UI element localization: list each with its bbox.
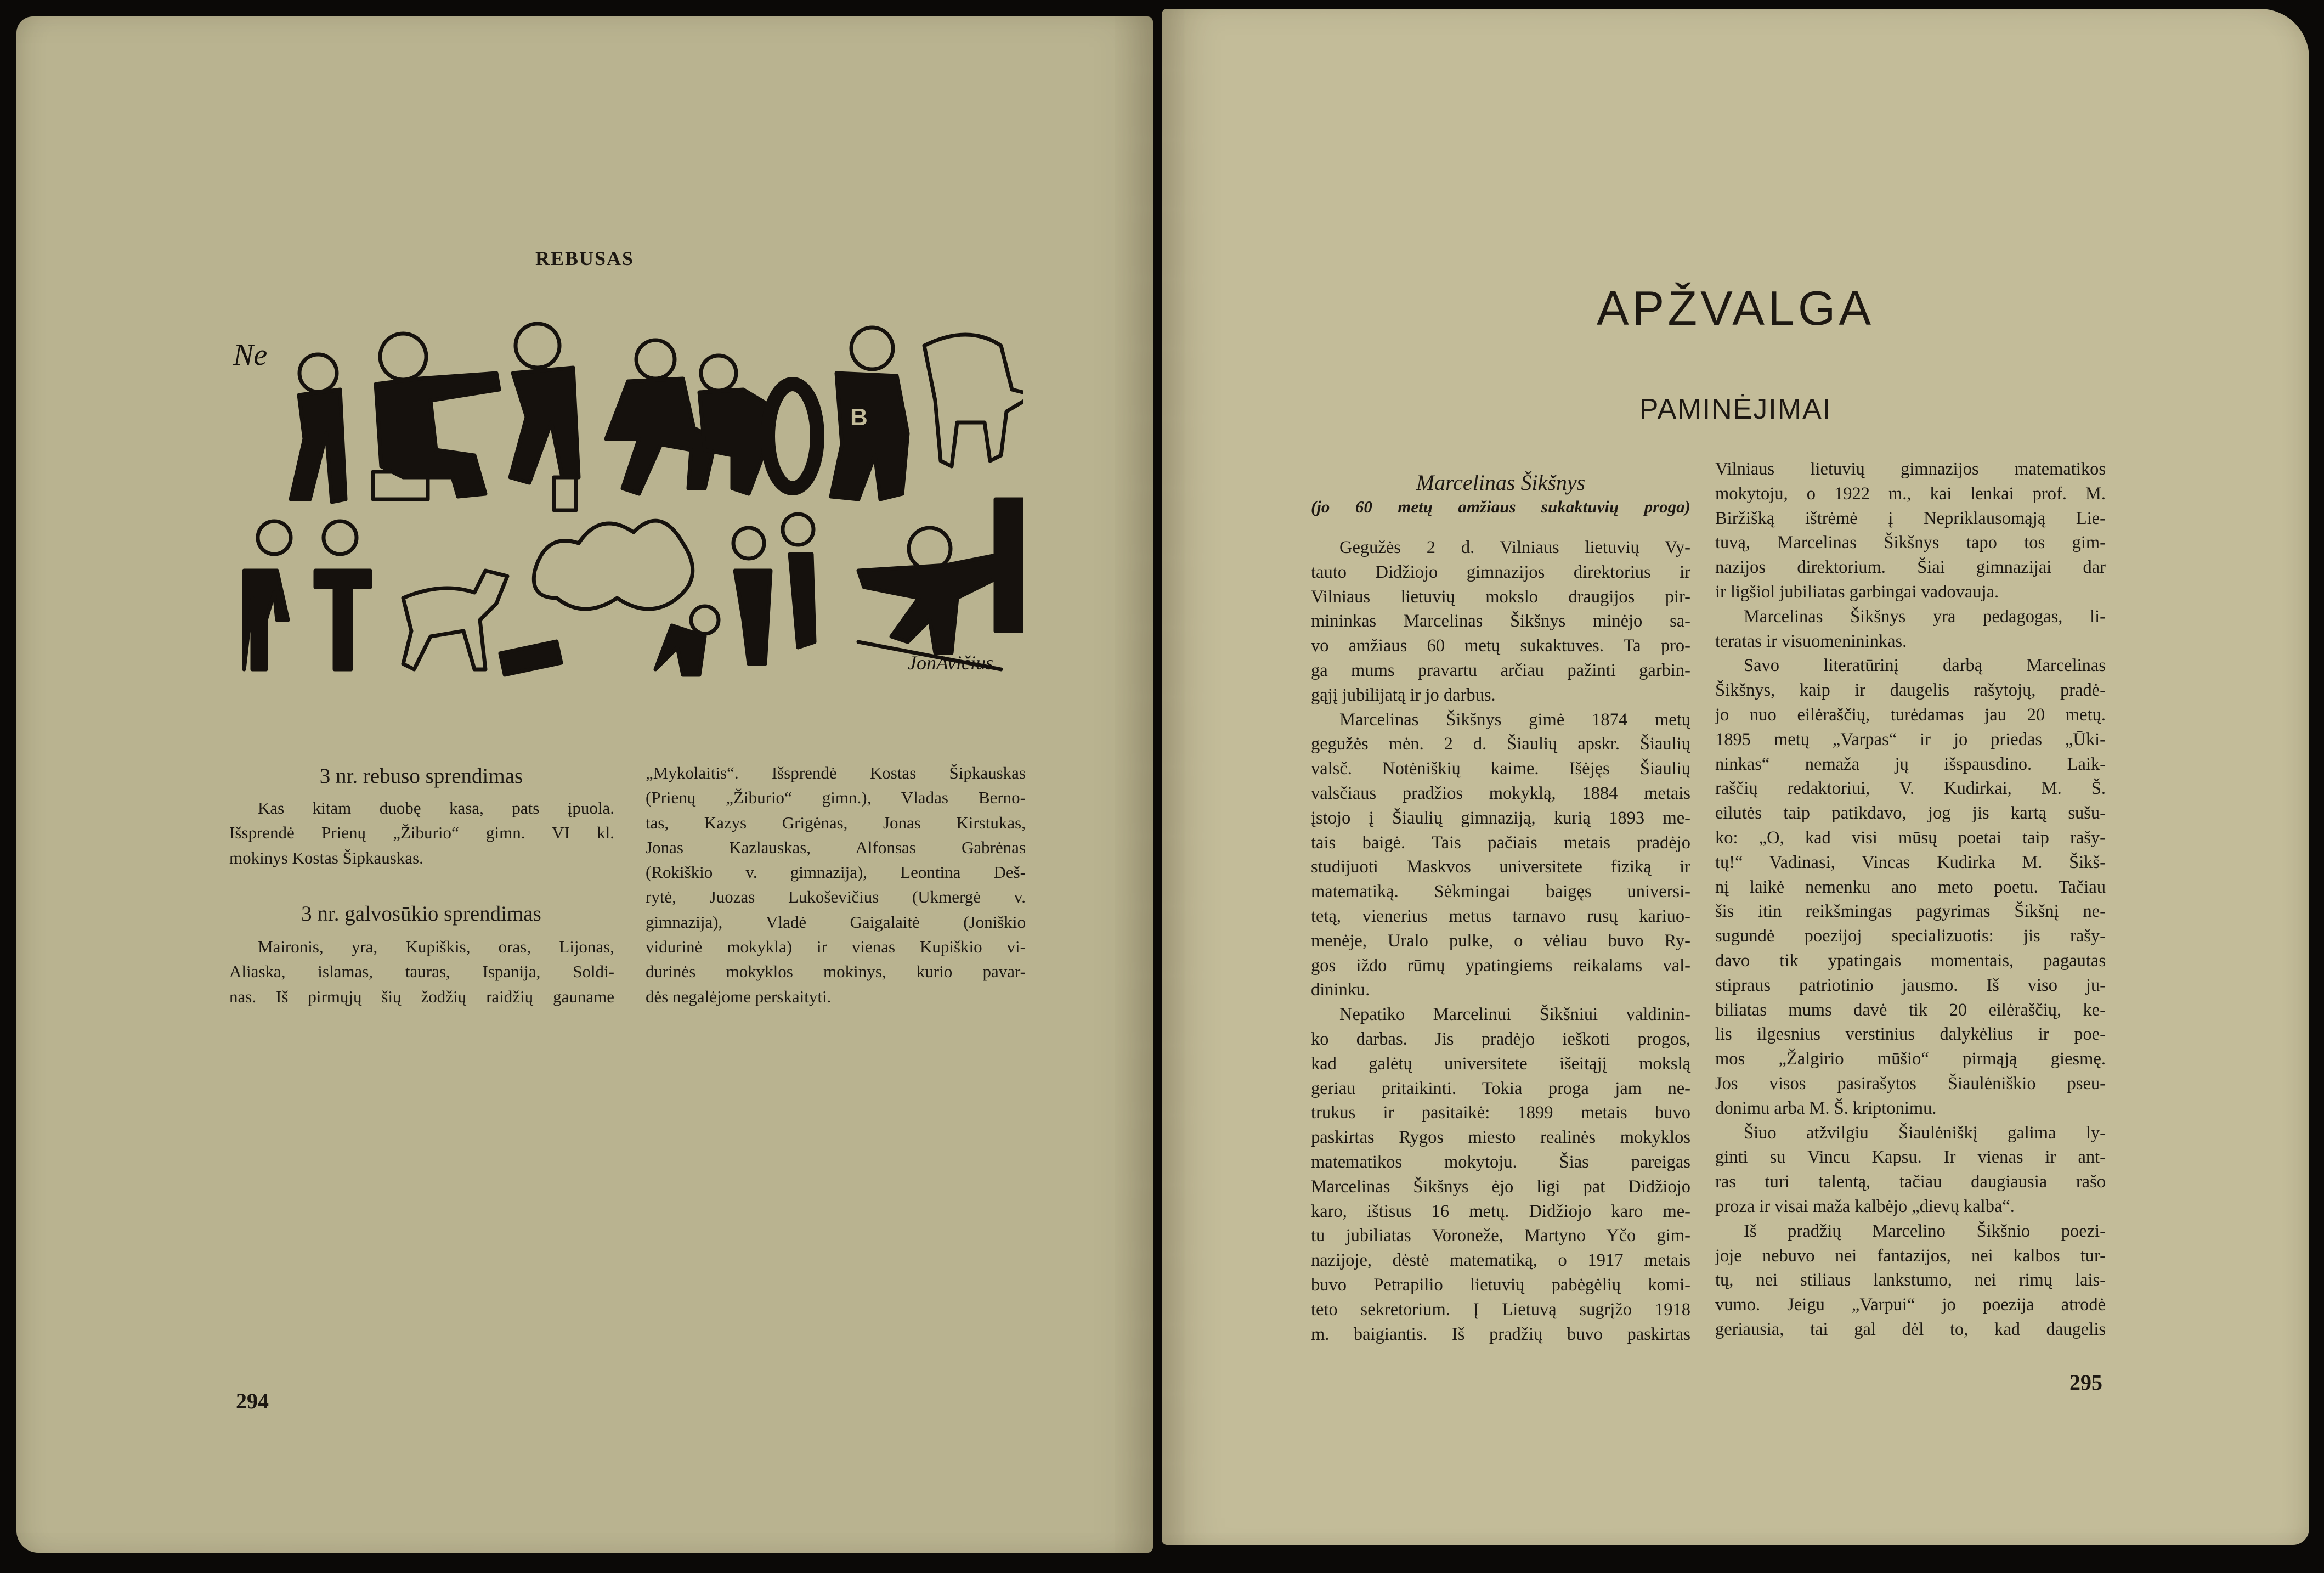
text-line: ras turi talentą, tačiau daugiausia rašo xyxy=(1715,1172,2106,1192)
text-line: valsčiaus pradžios mokyklą, 1884 metais xyxy=(1311,783,1690,803)
text-line: Šikšnys, kaip ir daugelis rašytojų, pradė- xyxy=(1715,680,2106,701)
text-line: Jos visos pasirašytos Šiaulėniškio pseu- xyxy=(1715,1073,2106,1093)
text-line: geriau pritaikinti. Tokia proga jam ne- xyxy=(1311,1078,1690,1098)
paragraph xyxy=(229,796,614,870)
text-line: Vilniaus lietuvių gimnazijos matematikos xyxy=(1715,459,2106,479)
text-line: matematikos mokytoju. Šias pareigas xyxy=(1311,1152,1690,1172)
rebus-solution-text xyxy=(229,796,614,870)
beam-letter-i xyxy=(996,499,1023,631)
text-line: paskirtas Rygos miesto realinės mokyklos xyxy=(1311,1127,1690,1148)
text-line: 1895 metų „Varpas“ ir jo priedas „Ūki- xyxy=(1715,729,2106,749)
section-title: APŽVALGA xyxy=(1596,281,1875,335)
figure-head xyxy=(299,354,337,392)
paragraph xyxy=(1715,653,2106,1120)
text-line: Aliaska, islamas, tauras, Ispanija, Soldi- xyxy=(229,962,614,982)
text-line: tauto Didžiojo gimnazijos direktorius ir xyxy=(1311,562,1690,582)
text-line: eilutės taip patikdavo, jog jis kartą sušu- xyxy=(1715,803,2106,824)
text-line: ir ligšiol jubiliatas garbingai vadovauja. xyxy=(1715,582,1999,602)
text-line: Marcelinas Šikšnys gimė 1874 metų xyxy=(1339,709,1690,730)
text-line: gąjį jubilijatą ir jo darbus. xyxy=(1311,685,1496,705)
text-line: ko darbas. Jis pradėjo ieškoti progos, xyxy=(1311,1029,1690,1049)
puzzle-solution-text-continued xyxy=(646,760,1026,1009)
text-line: mininkas Marcelinas Šikšnys minėjo sa- xyxy=(1311,611,1690,632)
text-line: teto sekretorium. Į Lietuvą sugrįžo 1918 xyxy=(1311,1299,1690,1320)
text-line: Biržišką ištrėmė į Nepriklausomąją Lie- xyxy=(1715,508,2106,528)
page-number-right: 295 xyxy=(2069,1370,2102,1395)
puzzle-solution-text xyxy=(229,934,614,1009)
text-line: lis ilgesnius verstinius dalykėlius ir poe- xyxy=(1715,1024,2106,1045)
rebus-title: REBUSAS xyxy=(535,247,635,269)
text-line: tetą, vienerius metus tarnavo rusų kariuo- xyxy=(1311,906,1690,926)
text-line: ginti su Vincu Kapsu. Ir vienas ir ant- xyxy=(1715,1147,2106,1168)
illustration-lettering-b: B xyxy=(850,404,868,431)
paragraph xyxy=(1311,708,1690,1003)
text-line: (Prienų „Žiburio“ gimn.), Vladas Berno- xyxy=(646,788,1026,808)
text-line: Maironis, yra, Kupiškis, oras, Lijonas, xyxy=(258,937,614,956)
text-line: tais baigė. Tais pačiais metais pradėjo xyxy=(1311,832,1690,853)
rebus-solution-heading: 3 nr. rebuso sprendimas xyxy=(319,764,523,788)
article-column-2 xyxy=(1715,457,2106,1342)
text-line: vidurinė mokykla) ir vienas Kupiškio vi- xyxy=(646,937,1026,957)
text-line: stipraus patriotinio jausmo. Iš viso ju- xyxy=(1715,975,2106,995)
text-line: buvo Petrapilio lietuvių pabėgėlių komi- xyxy=(1311,1275,1690,1295)
text-line: jo nuo eilėraščių, turėdamas jau 20 metų. xyxy=(1715,704,2106,725)
text-line: menėje, Uralo pulke, o vėliau buvo Ry- xyxy=(1311,931,1690,951)
text-line: Šiuo atžvilgiu Šiaulėniškį galima ly- xyxy=(1744,1123,2106,1143)
text-line: gos iždo rūmų ypatingiems reikalams val- xyxy=(1311,955,1690,976)
text-line: tų, nei stiliaus lankstumo, nei rimų lais- xyxy=(1715,1270,2106,1290)
text-line: Išsprendė Prienų „Žiburio“ gimn. VI kl. xyxy=(229,823,614,843)
text-line: nazijos direktorium. Šiai gimnazijai dar xyxy=(1715,557,2106,578)
article-subtitle: (jo 60 metų amžiaus sukaktuvių proga) xyxy=(1311,497,1690,516)
text-line: tu jubiliatas Voroneže, Martyno Yčo gim- xyxy=(1311,1226,1690,1246)
text-line: biliatas mums davė tik 20 eilėraščių, ke- xyxy=(1715,1000,2106,1020)
text-line: sugundė poezijoj specializuotis: jis rašy- xyxy=(1715,926,2106,946)
text-line: Marcelinas Šikšnys ėjo ligi pat Didžiojo xyxy=(1311,1176,1690,1197)
text-line: tuvą, Marcelinas Šikšnys tapo tos gim- xyxy=(1715,533,2106,553)
text-line: ko: „O, kad visi mūsų poetai taip rašy- xyxy=(1715,827,2106,848)
article-column-1 xyxy=(1311,535,1690,1346)
text-line: Gegužės 2 d. Vilniaus lietuvių Vy- xyxy=(1339,538,1690,557)
text-line: ninkas“ nemaža jų išspausdino. Laik- xyxy=(1715,754,2106,774)
text-line: vo amžiaus 60 metų sukaktuves. Ta pro- xyxy=(1311,636,1690,656)
text-line: mos „Žalgirio mūšio“ pirmąją giesmę. xyxy=(1715,1049,2106,1069)
ring-letter-o xyxy=(768,384,817,488)
right-page xyxy=(1162,9,2309,1545)
puzzle-solution-heading: 3 nr. galvosūkio sprendimas xyxy=(301,902,541,926)
text-line: nas. Iš pirmųjų šių žodžių raidžių gauname xyxy=(229,986,614,1006)
text-line: tas, Kazys Grigėnas, Jonas Kirstukas, xyxy=(646,813,1026,832)
text-line: m. baigiantis. Iš pradžių buvo paskirtas xyxy=(1311,1324,1690,1344)
text-line: (Rokiškio v. gimnazija), Leontina Deš- xyxy=(646,862,1026,882)
text-line: Savo literatūrinį darbą Marcelinas xyxy=(1744,656,2106,676)
text-line: Marcelinas Šikšnys yra pedagogas, li- xyxy=(1744,606,2106,627)
text-line: karo, ištisus 16 metų. Didžiojo karo me- xyxy=(1311,1201,1690,1221)
text-line: kad galėtų universitete išeitąjį mokslą xyxy=(1311,1053,1690,1074)
text-line: Kas kitam duobę kasa, pats įpuola. xyxy=(258,798,614,817)
paragraph xyxy=(1715,1121,2106,1219)
figure-body xyxy=(291,390,346,502)
rebus-illustration xyxy=(222,313,1023,686)
text-line: joje nebuvo nei fantazijos, nei kalbos tur- xyxy=(1715,1245,2106,1266)
paragraph xyxy=(1715,1219,2106,1342)
text-line: studijuoti Maskvos universitete fiziką ir xyxy=(1311,857,1690,877)
subsection-title: PAMINĖJIMAI xyxy=(1639,393,1832,425)
illustration-lettering-ne: Ne xyxy=(233,338,268,372)
paragraph xyxy=(1715,605,2106,654)
text-line: nazijoje, dėstė matematiką, o 1917 metais xyxy=(1311,1250,1690,1271)
text-line: gimnazija), Vladė Gaigalaitė (Joniškio xyxy=(646,912,1026,932)
text-line: durinės mokyklos mokinys, kurio pavar- xyxy=(646,962,1026,982)
left-page xyxy=(16,16,1153,1553)
page-number-left: 294 xyxy=(236,1389,269,1413)
text-line: Jonas Kazlauskas, Alfonsas Gabrėnas xyxy=(646,837,1026,857)
text-line: raščių redaktoriui, V. Kudirkai, M. Š. xyxy=(1715,779,2106,799)
text-line: tų!“ Vadinasi, Vincas Kudirka M. Šikš- xyxy=(1715,852,2106,872)
text-line: proza ir visai maža kalbėjo „dievų kalba“. xyxy=(1715,1196,2015,1216)
text-line: matematiką. Sėkmingai baigęs universi- xyxy=(1311,882,1690,902)
text-line: „Mykolaitis“. Išsprendė Kostas Šipkauskas xyxy=(646,763,1026,782)
paragraph xyxy=(1311,1002,1690,1346)
text-line: įstojo į Šiaulių gimnaziją, kurią 1893 me- xyxy=(1311,808,1690,828)
artist-signature: JonAvičius xyxy=(908,652,993,674)
text-line: mokytoju, o 1922 m., kai lenkai prof. M. xyxy=(1715,483,2106,504)
text-line: davo tik ypatingais momentais, pagautas xyxy=(1715,950,2106,971)
text-line: Iš pradžių Marcelino Šikšnio poezi- xyxy=(1744,1221,2106,1241)
text-line: Nepatiko Marcelinui Šikšniui valdinin- xyxy=(1339,1005,1690,1025)
paragraph xyxy=(646,760,1026,1009)
text-line: valsč. Notėniškių kaime. Išėjęs Šiaulių xyxy=(1311,759,1690,779)
text-line: šis itin reikšmingas pagyrimas Šikšnį ne- xyxy=(1715,901,2106,922)
text-line: geriausia, tai gal dėl to, kad daugelis xyxy=(1715,1319,2106,1339)
dash-bar xyxy=(500,641,561,675)
paragraph xyxy=(1311,535,1690,708)
article-title: Marcelinas Šikšnys xyxy=(1416,470,1586,495)
text-line: nį laikė nemenku ano meto poetu. Tačiau xyxy=(1715,877,2106,897)
text-line: Vilniaus lietuvių mokslo draugijos pir- xyxy=(1311,587,1690,607)
text-line: dininku. xyxy=(1311,980,1370,1000)
text-line: trukus ir pasitaikė: 1899 metais buvo xyxy=(1311,1103,1690,1123)
text-line: gegužės mėn. 2 d. Šiaulių apskr. Šiaulių xyxy=(1311,734,1690,754)
text-line: rytė, Juozas Lukoševičius (Ukmergė v. xyxy=(646,887,1026,907)
paragraph xyxy=(229,934,614,1009)
text-line: vumo. Jeigu „Varpui“ jo poezija atrodė xyxy=(1715,1295,2106,1315)
text-line: ga mums pravartu arčiau pažinti garbin- xyxy=(1311,660,1690,680)
paragraph xyxy=(1715,457,2106,605)
text-line: donimu arba M. Š. kriptonimu. xyxy=(1715,1098,1937,1118)
text-line: dės negalėjome perskaityti. xyxy=(646,986,832,1006)
text-line: teratas ir visuomenininkas. xyxy=(1715,631,1907,651)
text-line: mokinys Kostas Šipkauskas. xyxy=(229,848,423,867)
